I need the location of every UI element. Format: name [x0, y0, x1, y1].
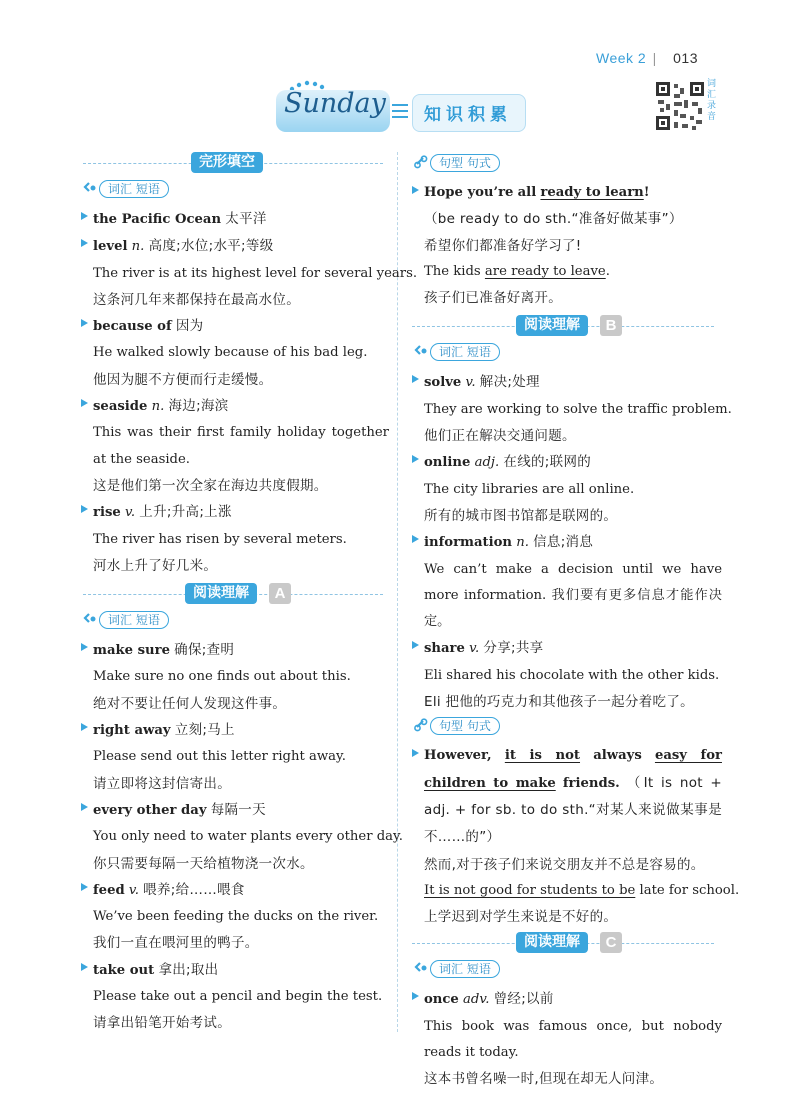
example-underline: It is not good for students to be — [424, 882, 636, 898]
title-banner — [272, 80, 530, 134]
triangle-bullet-icon — [81, 963, 88, 971]
part-of-speech: n. — [516, 535, 529, 551]
example-cn: 他们正在解决交通问题。 — [424, 428, 576, 445]
example-part: The kids — [424, 263, 481, 279]
section-label: 阅读理解 — [185, 583, 257, 604]
pattern-cn: 希望你们都准备好学习了! — [424, 237, 582, 254]
meaning: 曾经;以前 — [493, 991, 554, 1008]
part-of-speech: adv. — [463, 992, 490, 1008]
right-column — [424, 152, 740, 1093]
vocab-tag — [414, 960, 722, 978]
lines-decoration-icon — [392, 102, 408, 120]
triangle-bullet-icon — [81, 803, 88, 811]
example-cn: 河水上升了好几米。 — [93, 557, 218, 574]
tag-label: 词汇 短语 — [430, 960, 500, 978]
section-header-reading-b — [424, 315, 722, 337]
column-divider — [397, 152, 398, 1032]
part-of-speech: v. — [124, 505, 136, 521]
section-letter: C — [600, 932, 622, 953]
example-en: The city libraries are all online. — [424, 481, 635, 497]
example-en: The river has risen by several meters. — [93, 531, 347, 547]
triangle-bullet-icon — [412, 992, 419, 1000]
separator: | — [652, 50, 657, 66]
triangle-bullet-icon — [412, 535, 419, 543]
pattern-tag — [414, 717, 722, 735]
part-of-speech: adj. — [474, 455, 500, 471]
tag-label: 词汇 短语 — [99, 611, 169, 629]
meaning: 分享;共享 — [483, 640, 544, 657]
part-of-speech: v. — [128, 882, 139, 898]
example-cn: 这是他们第一次全家在海边共度假期。 — [93, 477, 328, 494]
vocab-entry — [424, 635, 722, 715]
meaning: 上升;升高;上涨 — [139, 504, 232, 521]
example-cn: 绝对不要让任何人发现这件事。 — [93, 695, 287, 712]
vocab-entry — [424, 369, 732, 449]
link-icon — [414, 718, 428, 732]
link-icon — [414, 155, 428, 169]
pattern-note: （be ready to do sth.“准备好做某事”） — [424, 211, 683, 228]
example-cn: 请立即将这封信寄出。 — [93, 775, 231, 792]
meaning: 解决;处理 — [479, 374, 540, 391]
example-en: The river is at its highest level for several years. — [93, 265, 418, 281]
vocab-entry — [93, 313, 389, 393]
meaning: 高度;水位;水平;等级 — [148, 238, 274, 255]
triangle-bullet-icon — [81, 723, 88, 731]
meaning: 信息;消息 — [533, 534, 594, 551]
triangle-bullet-icon — [81, 505, 88, 513]
headword: once — [424, 992, 459, 1008]
headword: online — [424, 455, 471, 471]
section-label: 完形填空 — [191, 152, 263, 173]
headword: solve — [424, 375, 462, 391]
part-of-speech: v. — [465, 375, 476, 391]
meaning: 因为 — [175, 318, 204, 335]
triangle-bullet-icon — [412, 186, 419, 194]
pattern-part: always — [593, 748, 642, 764]
example-cn: 上学迟到对学生来说是不好的。 — [424, 909, 618, 926]
headword: because of — [93, 319, 172, 335]
link-icon — [83, 181, 97, 195]
triangle-bullet-icon — [81, 239, 88, 247]
link-icon — [414, 961, 428, 975]
tag-label: 句型 句式 — [430, 717, 500, 735]
headword: rise — [93, 505, 121, 521]
triangle-bullet-icon — [412, 455, 419, 463]
pattern-part: However, — [424, 748, 492, 764]
headword: right away — [93, 723, 171, 739]
link-icon — [83, 612, 97, 626]
meaning: 拿出;取出 — [158, 961, 219, 978]
vocab-entry — [93, 637, 389, 717]
part-of-speech: v. — [469, 641, 480, 657]
example-en — [424, 878, 740, 904]
vocab-entry — [93, 233, 418, 313]
example-en: He walked slowly because of his bad leg. — [93, 345, 368, 361]
example-en — [424, 259, 722, 285]
pattern-tag — [414, 154, 722, 172]
vocab-entry — [93, 877, 389, 957]
pattern-part: friends. — [562, 775, 620, 791]
section-label: 阅读理解 — [516, 315, 588, 336]
example-en: This book was famous once, but nobody reads it today. — [424, 1018, 722, 1061]
pattern-underline: it is not — [504, 748, 581, 764]
qr-label: 词汇录音 — [707, 79, 717, 122]
headword: share — [424, 641, 465, 657]
vocab-tag — [414, 343, 722, 361]
meaning: 确保;查明 — [174, 642, 235, 659]
example-part: late for school. — [639, 882, 740, 898]
example-cn: 请拿出铅笔开始考试。 — [93, 1015, 231, 1032]
triangle-bullet-icon — [81, 643, 88, 651]
pattern-cn: 然而,对于孩子们来说交朋友并不总是容易的。 — [424, 856, 705, 873]
example-part: . — [605, 263, 610, 279]
vocab-tag — [83, 611, 389, 629]
triangle-bullet-icon — [412, 641, 419, 649]
week-page-label — [596, 50, 698, 66]
pattern-entry — [424, 180, 722, 311]
vocab-tag — [83, 180, 389, 198]
example-en: They are working to solve the traffic problem. — [424, 401, 732, 417]
pattern-underline: easy for children to make — [424, 748, 722, 791]
meaning: 立刻;马上 — [174, 722, 235, 739]
qr-code-icon[interactable] — [654, 80, 706, 132]
triangle-bullet-icon — [81, 399, 88, 407]
pattern-note: （It is not + adj. + for sb. to do sth.“对某人来说做某事是不……的”） — [424, 774, 722, 846]
tag-label: 句型 句式 — [430, 154, 500, 172]
section-letter: B — [600, 315, 622, 336]
triangle-bullet-icon — [81, 319, 88, 327]
vocab-entry — [424, 986, 722, 1092]
vocab-entry — [93, 797, 403, 877]
triangle-bullet-icon — [81, 212, 88, 220]
example-cn: 你只需要每隔一天给植物浇一次水。 — [93, 855, 314, 872]
headword: information — [424, 535, 512, 551]
vocab-entry — [93, 957, 389, 1037]
example-en: Eli shared his chocolate with the other kids. — [424, 667, 720, 683]
example-en: This was their first family holiday together at the seaside. — [93, 425, 389, 467]
example-cn: 所有的城市图书馆都是联网的。 — [424, 507, 618, 524]
meaning: 太平洋 — [225, 211, 267, 227]
section-letter: A — [269, 583, 291, 604]
headword: seaside — [93, 399, 148, 415]
headword: feed — [93, 882, 125, 898]
example-cn: 孩子们已准备好离开。 — [424, 290, 562, 307]
example-en: Please send out this letter right away. — [93, 749, 346, 765]
pattern-part: Hope you’re — [424, 185, 514, 200]
meaning: 每隔一天 — [210, 801, 266, 818]
meaning: 在线的;联网的 — [503, 454, 592, 471]
triangle-bullet-icon — [412, 749, 419, 757]
meaning: 海边;海滨 — [168, 398, 229, 415]
example-cn: 这本书曾名噪一时,但现在却无人问津。 — [424, 1071, 664, 1088]
headword: take out — [93, 962, 155, 978]
section-header-cloze — [93, 152, 389, 174]
pattern-part: ! — [643, 185, 650, 200]
pattern-part: all — [517, 185, 537, 200]
triangle-bullet-icon — [81, 883, 88, 891]
section-header-reading-c — [424, 932, 722, 954]
section-title: 知识积累 — [424, 105, 512, 125]
section-header-reading-a — [93, 583, 389, 605]
example-en: We can’t make a decision until we have more information. 我们要有更多信息才能作决定。 — [424, 561, 722, 630]
headword: the Pacific Ocean — [93, 212, 222, 227]
pattern-entry — [424, 743, 740, 930]
meaning: 喂养;给……喂食 — [143, 881, 245, 898]
week-label: Week 2 — [596, 50, 647, 66]
example-en: Please take out a pencil and begin the test. — [93, 989, 383, 1005]
part-of-speech: n. — [131, 239, 145, 255]
example-underline: are ready to leave — [484, 263, 606, 279]
day-title: Sunday — [284, 88, 386, 119]
tag-label: 词汇 短语 — [430, 343, 500, 361]
section-label: 阅读理解 — [516, 932, 588, 953]
left-column — [93, 152, 418, 1037]
example-cn: 我们一直在喂河里的鸭子。 — [93, 935, 259, 952]
triangle-bullet-icon — [412, 375, 419, 383]
example-en: Make sure no one finds out about this. — [93, 669, 351, 685]
vocab-entry — [93, 206, 389, 233]
page-number: 013 — [673, 50, 698, 66]
vocab-entry — [424, 449, 722, 529]
headword: level — [93, 239, 128, 255]
example-cn: Eli 把他的巧克力和其他孩子一起分着吃了。 — [424, 694, 694, 711]
vocab-entry — [93, 393, 389, 499]
link-icon — [414, 344, 428, 358]
tag-label: 词汇 短语 — [99, 180, 169, 198]
example-en: We’ve been feeding the ducks on the river. — [93, 909, 379, 925]
example-en: You only need to water plants every other day. — [93, 829, 403, 845]
vocab-entry — [424, 529, 722, 635]
example-cn: 这条河几年来都保持在最高水位。 — [93, 291, 300, 308]
headword: make sure — [93, 643, 170, 659]
vocab-entry — [93, 717, 389, 797]
example-cn: 他因为腿不方便而行走缓慢。 — [93, 371, 273, 388]
headword: every other day — [93, 802, 207, 818]
pattern-underline: ready to learn — [540, 185, 644, 200]
part-of-speech: n. — [151, 399, 165, 415]
vocab-entry — [93, 499, 389, 579]
